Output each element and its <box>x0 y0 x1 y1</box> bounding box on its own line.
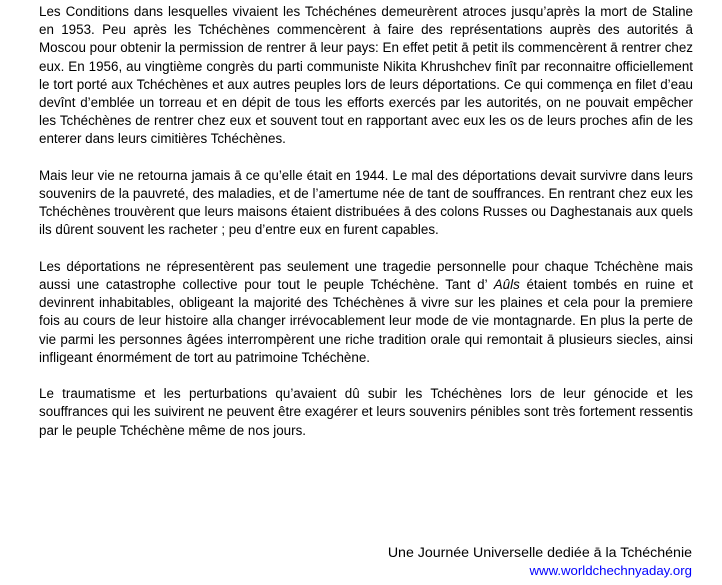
footer-title: Une Journée Universelle dediée ā la Tchéchénie <box>387 545 692 561</box>
paragraph-3: Les déportations ne répresentèrent pas seulement une tragedie personnelle pour chaque Tchéchène mais aussi une catastrophe collective pour tout le peuple Tchéchène. Tant d’ Aûls étaient tombés en ruine et devinrent inhabitables, obligeant la majorité des Tchéchènes ā vivre sur les plaines et cela pour la premiere fois au cours de leur histoire alla changer irrévocablement leur mode de vie montagnarde. En plus la perte de vie parmi les personnes âgées interrompèrent une riche tradition orale qui remontait ā plusieurs siecles, ainsi infligeant énormément de tort au patrimoine Tchéchène. <box>39 258 693 365</box>
paragraph-1: Les Conditions dans lesquelles vivaient les Tchéchénes demeurèrent atroces jusqu’après la mort de Staline en 1953. Peu après les Tchéchènes commencèrent à faire des représentations auprès des autorités ā Moscou pour obtenir la permission de rentrer ā leur pays: En effet petit ā petit ils commencèrent ā rentrer chez eux. En 1956, au vingtième congrès du parti communiste Nikita Khrushchev finît par reconnaitre officiellement le tort porté aux Tchéchènes et aux autres peuples lors de leurs déportations. Ce qui commença en filet d’eau devînt d’emblée un torreau et en dépit de tous les efforts exercés par les autorités, on ne pouvait empêcher les Tchéchènes de rentrer chez eux et souvent tout en rapportant avec eux les os de leurs proches afin de les enterer dans leurs cimitières Tchéchènes. <box>39 4 693 147</box>
paragraph-4: Le traumatisme et les perturbations qu’avaient dû subir les Tchéchènes lors de leur génocide et les souffrances qui les suivirent ne peuvent être exagérer et leurs souvenirs pénibles sont très fortement ressentis par le peuple Tchéchène même de nos jours. <box>39 386 693 438</box>
paragraph-2: Mais leur vie ne retourna jamais ā ce qu’elle était en 1944. Le mal des déportations devait survivre dans leurs souvenirs de la pauvreté, des maladies, et de l’amertume née de tant de souffrances. En rentrant chez eux les Tchéchènes trouvèrent que leurs maisons étaient distribuées ā des colons Russes ou Daghestanais aux quels ils dûrent souvent les racheter ; peu d’entre eux en furent capables. <box>39 167 693 238</box>
article-body <box>39 3 693 458</box>
footer-url-link[interactable]: www.worldchechnyaday.org <box>529 563 692 578</box>
auls-term: Aûls <box>493 277 520 293</box>
